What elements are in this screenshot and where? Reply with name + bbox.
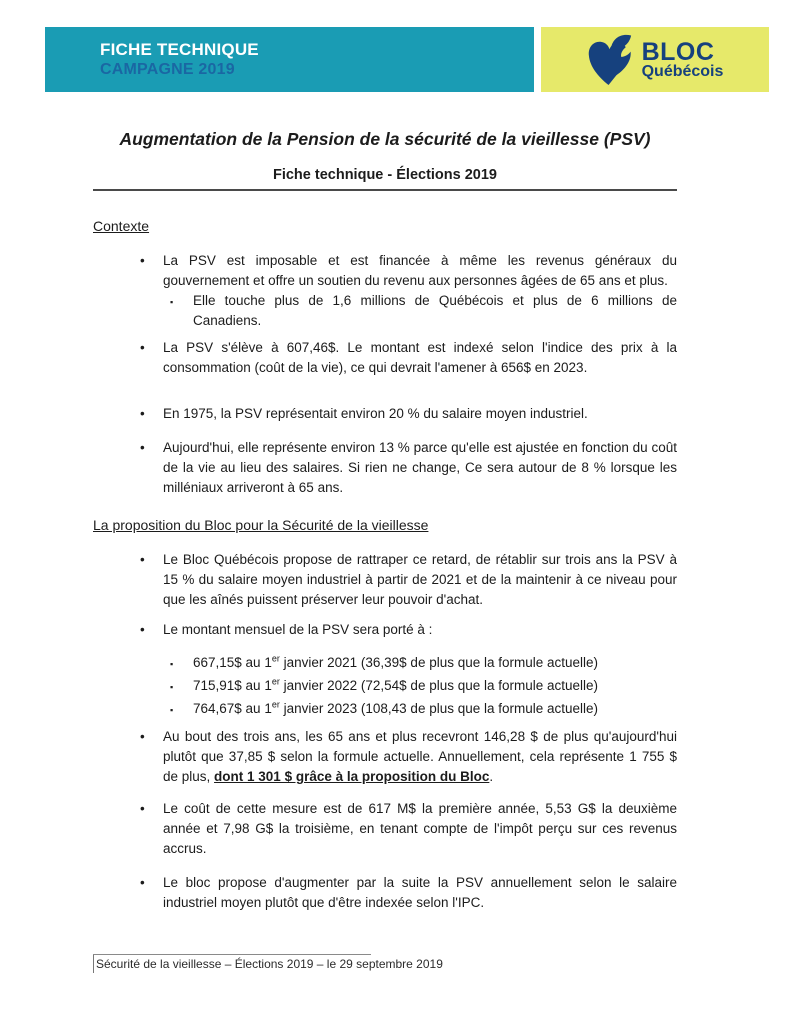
list-item (93, 620, 677, 640)
proposition-bullet-list (93, 550, 677, 913)
list-item (93, 291, 677, 331)
logo-word-bloc: BLOC (641, 37, 715, 66)
bullet-icon (140, 727, 163, 787)
logo-wordmark (641, 37, 724, 80)
section-heading-proposition: La proposition du Bloc pour la Sécurité de la vieillesse (93, 517, 429, 533)
contexte-bullet-list (93, 251, 677, 498)
bullet-text: Le montant mensuel de la PSV sera porté à : (163, 622, 433, 637)
header-banner (45, 27, 769, 92)
square-bullet-icon (170, 291, 193, 331)
bullet-text: Au bout des trois ans, les 65 ans et plus recevront 146,28 $ de plus qu'aujourd'hui plutôt que 37,85 $ selon la formule actuelle. Annuellement, cela représente 1 755 $ de plus, dont 1 301 $ grâce à la proposition du Bloc. (163, 729, 677, 784)
list-item (93, 873, 677, 913)
bullet-text: Le coût de cette mesure est de 617 M$ la première année, 5,53 G$ la deuxième année et 7,98 G$ la troisième, en tenant compte de l'impôt perçu sur ces revenus accrus. (163, 801, 677, 856)
square-bullet-icon (170, 675, 193, 698)
page-subtitle: Fiche technique - Élections 2019 (93, 167, 677, 191)
banner-teal-block (45, 27, 534, 92)
amount-text: 764,67$ au 1er janvier 2023 (108,43 de plus que la formule actuelle) (193, 699, 599, 716)
section-heading-contexte: Contexte (93, 218, 150, 234)
bullet-text: Aujourd'hui, elle représente environ 13 % parce qu'elle est ajustée en fonction du coût de la vie au lieu des salaires. Si rien ne change, Ce sera autour de 8 % lorsque les milléniaux arriveront à 65 ans. (163, 440, 677, 495)
bullet-text: En 1975, la PSV représentait environ 20 % du salaire moyen industriel. (163, 406, 588, 421)
bullet-icon (140, 404, 163, 424)
document-content (93, 92, 677, 913)
bullet-icon (140, 873, 163, 913)
list-item (93, 404, 677, 424)
bullet-icon (140, 251, 163, 291)
emphasized-text: dont 1 301 $ grâce à la proposition du Bloc (214, 769, 490, 784)
list-item (93, 698, 677, 721)
bullet-icon (140, 338, 163, 378)
amount-text: 667,15$ au 1er janvier 2021 (36,39$ de plus que la formule actuelle) (193, 653, 599, 670)
list-item (93, 338, 677, 378)
list-item (93, 251, 677, 291)
logo-word-quebecois: Québécois (641, 62, 724, 80)
bloc-quebecois-logo (541, 27, 769, 92)
footer-text: Sécurité de la vieillesse – Élections 2019 – le 29 septembre 2019 (93, 955, 443, 973)
list-item (93, 727, 677, 787)
bullet-text: Le Bloc Québécois propose de rattraper ce retard, de rétablir sur trois ans la PSV à 15 % du salaire moyen industriel à partir de 2021 et de la maintenir à ce niveau pour que les aînés puissent préserver leur pouvoir d'achat. (163, 552, 677, 607)
list-item (93, 652, 677, 675)
amounts-sublist (93, 652, 677, 721)
page-footer (93, 954, 443, 973)
bullet-text: Elle touche plus de 1,6 millions de Québécois et plus de 6 millions de Canadiens. (193, 293, 677, 328)
banner-campaign-subtitle: CAMPAGNE 2019 (100, 61, 235, 78)
square-bullet-icon (170, 698, 193, 721)
bullet-text: La PSV est imposable et est financée à même les revenus généraux du gouvernement et offre un soutien du revenu aux personnes âgées de 65 ans et plus. (163, 253, 677, 288)
bullet-icon (140, 438, 163, 498)
square-bullet-icon (170, 652, 193, 675)
bloc-heart-leaf-icon (587, 33, 633, 87)
bullet-text: Le bloc propose d'augmenter par la suite la PSV annuellement selon le salaire industriel moyen plutôt que d'être indexée selon l'IPC. (163, 875, 677, 910)
bullet-text: La PSV s'élève à 607,46$. Le montant est indexé selon l'indice des prix à la consommation (coût de la vie), ce qui devrait l'amener à 656$ en 2023. (163, 340, 677, 375)
banner-title: FICHE TECHNIQUE (100, 40, 259, 59)
bullet-icon (140, 799, 163, 859)
list-item (93, 550, 677, 610)
bullet-icon (140, 620, 163, 640)
banner-divider-gap (534, 27, 541, 92)
page-title: Augmentation de la Pension de la sécurité de la vieillesse (PSV) (119, 129, 651, 149)
list-item (93, 675, 677, 698)
list-item (93, 438, 677, 498)
amount-text: 715,91$ au 1er janvier 2022 (72,54$ de plus que la formule actuelle) (193, 676, 599, 693)
bullet-icon (140, 550, 163, 610)
list-item (93, 799, 677, 859)
